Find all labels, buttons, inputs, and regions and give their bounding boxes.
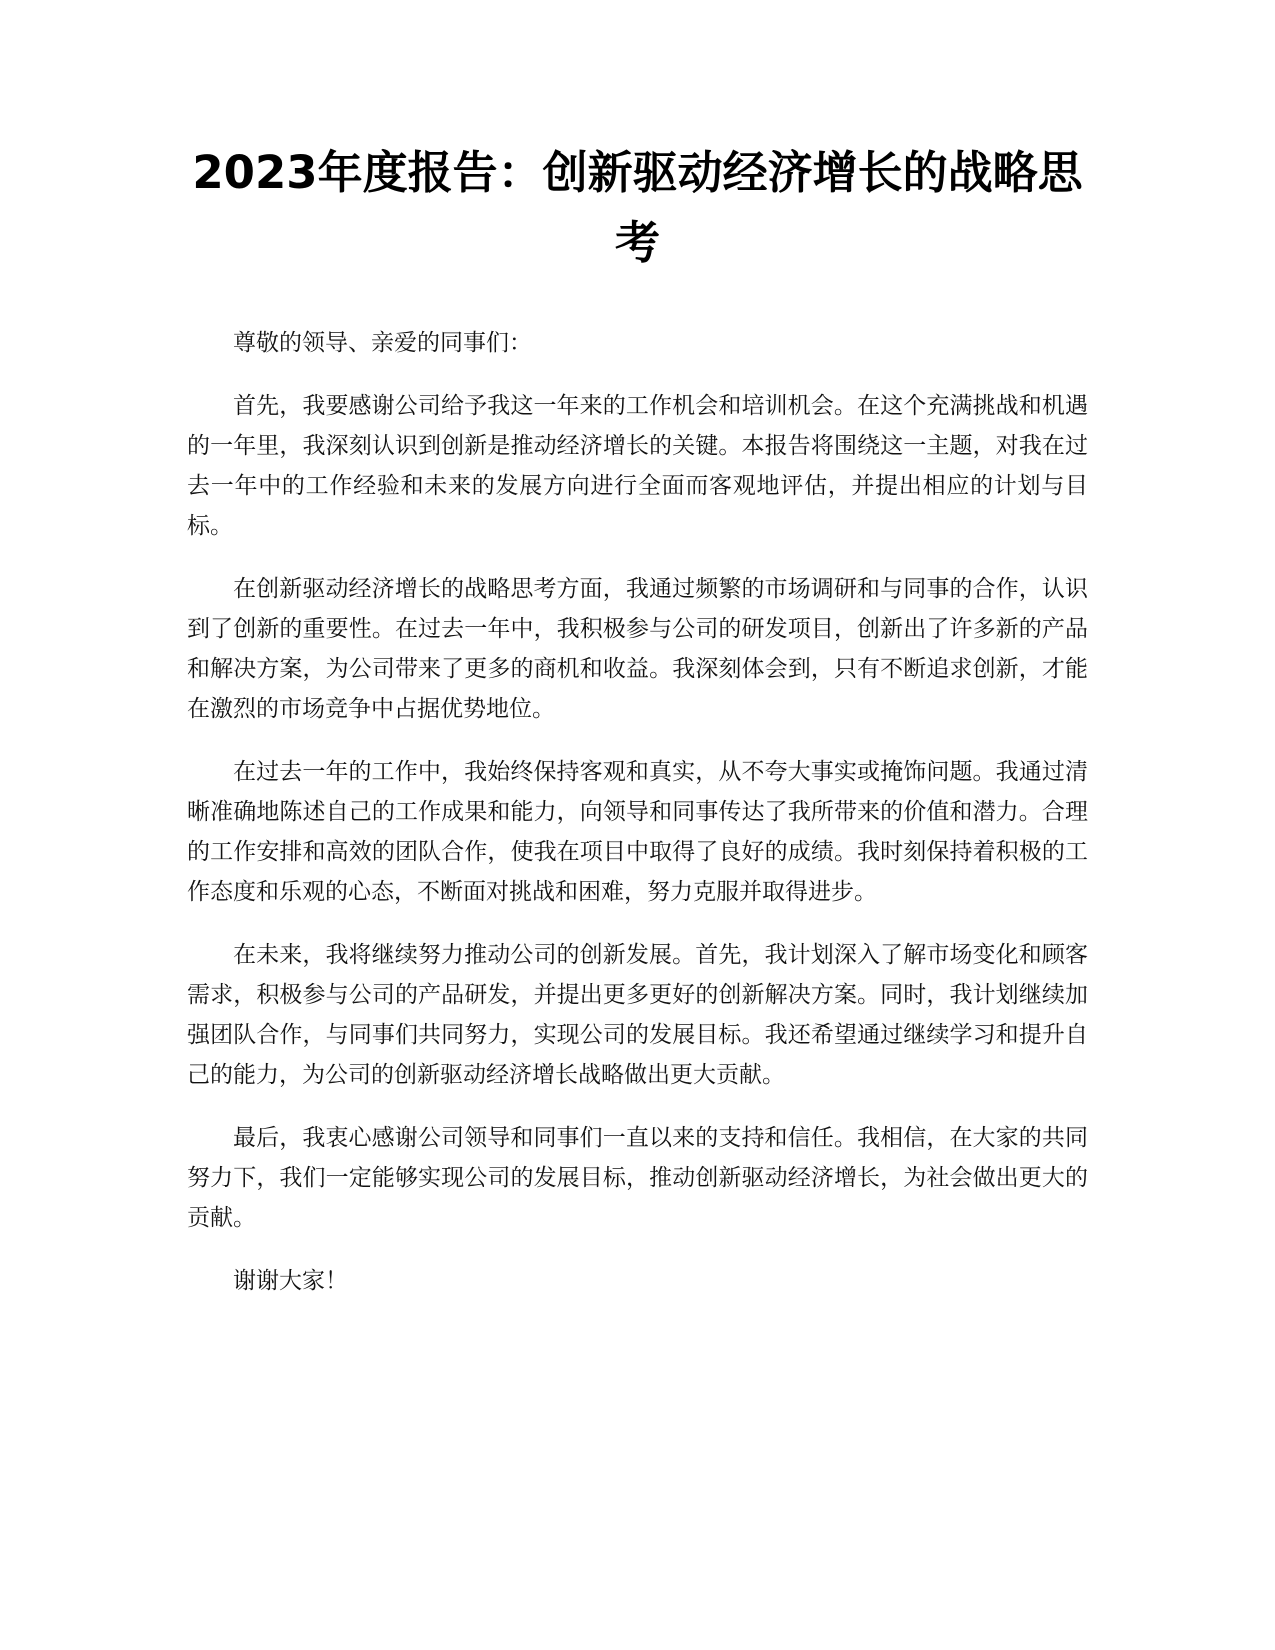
paragraph-future-plan: 在未来，我将继续努力推动公司的创新发展。首先，我计划深入了解市场变化和顾客需求，积极参与公司的产品研发，并提出更多更好的创新解决方案。同时，我计划继续加强团队合作，与同事们共同努力，实现公司的发展目标。我还希望通过继续学习和提升自己的能力，为公司的创新驱动经济增长战略做出更大贡献。 [187,942,1088,1088]
paragraph-intro: 首先，我要感谢公司给予我这一年来的工作机会和培训机会。在这个充满挑战和机遇的一年里，我深刻认识到创新是推动经济增长的关键。本报告将围绕这一主题，对我在过去一年中的工作经验和未来的发展方向进行全面而客观地评估，并提出相应的计划与目标。 [187,393,1088,539]
paragraph-innovation: 在创新驱动经济增长的战略思考方面，我通过频繁的市场调研和与同事的合作，认识到了创新的重要性。在过去一年中，我积极参与公司的研发项目，创新出了许多新的产品和解决方案，为公司带来了更多的商机和收益。我深刻体会到，只有不断追求创新，才能在激烈的市场竞争中占据优势地位。 [187,576,1088,722]
document-body [187,323,1088,1301]
document-title: 2023年度报告：创新驱动经济增长的战略思考 [192,146,1083,269]
salutation: 尊敬的领导、亲爱的同事们： [233,330,532,356]
paragraph-closing: 最后，我衷心感谢公司领导和同事们一直以来的支持和信任。我相信，在大家的共同努力下，我们一定能够实现公司的发展目标，推动创新驱动经济增长，为社会做出更大的贡献。 [187,1125,1088,1231]
thanks-line: 谢谢大家！ [233,1268,348,1294]
paragraph-work-review: 在过去一年的工作中，我始终保持客观和真实，从不夸大事实或掩饰问题。我通过清晰准确地陈述自己的工作成果和能力，向领导和同事传达了我所带来的价值和潜力。合理的工作安排和高效的团队合作，使我在项目中取得了良好的成绩。我时刻保持着积极的工作态度和乐观的心态，不断面对挑战和困难，努力克服并取得进步。 [187,759,1088,905]
